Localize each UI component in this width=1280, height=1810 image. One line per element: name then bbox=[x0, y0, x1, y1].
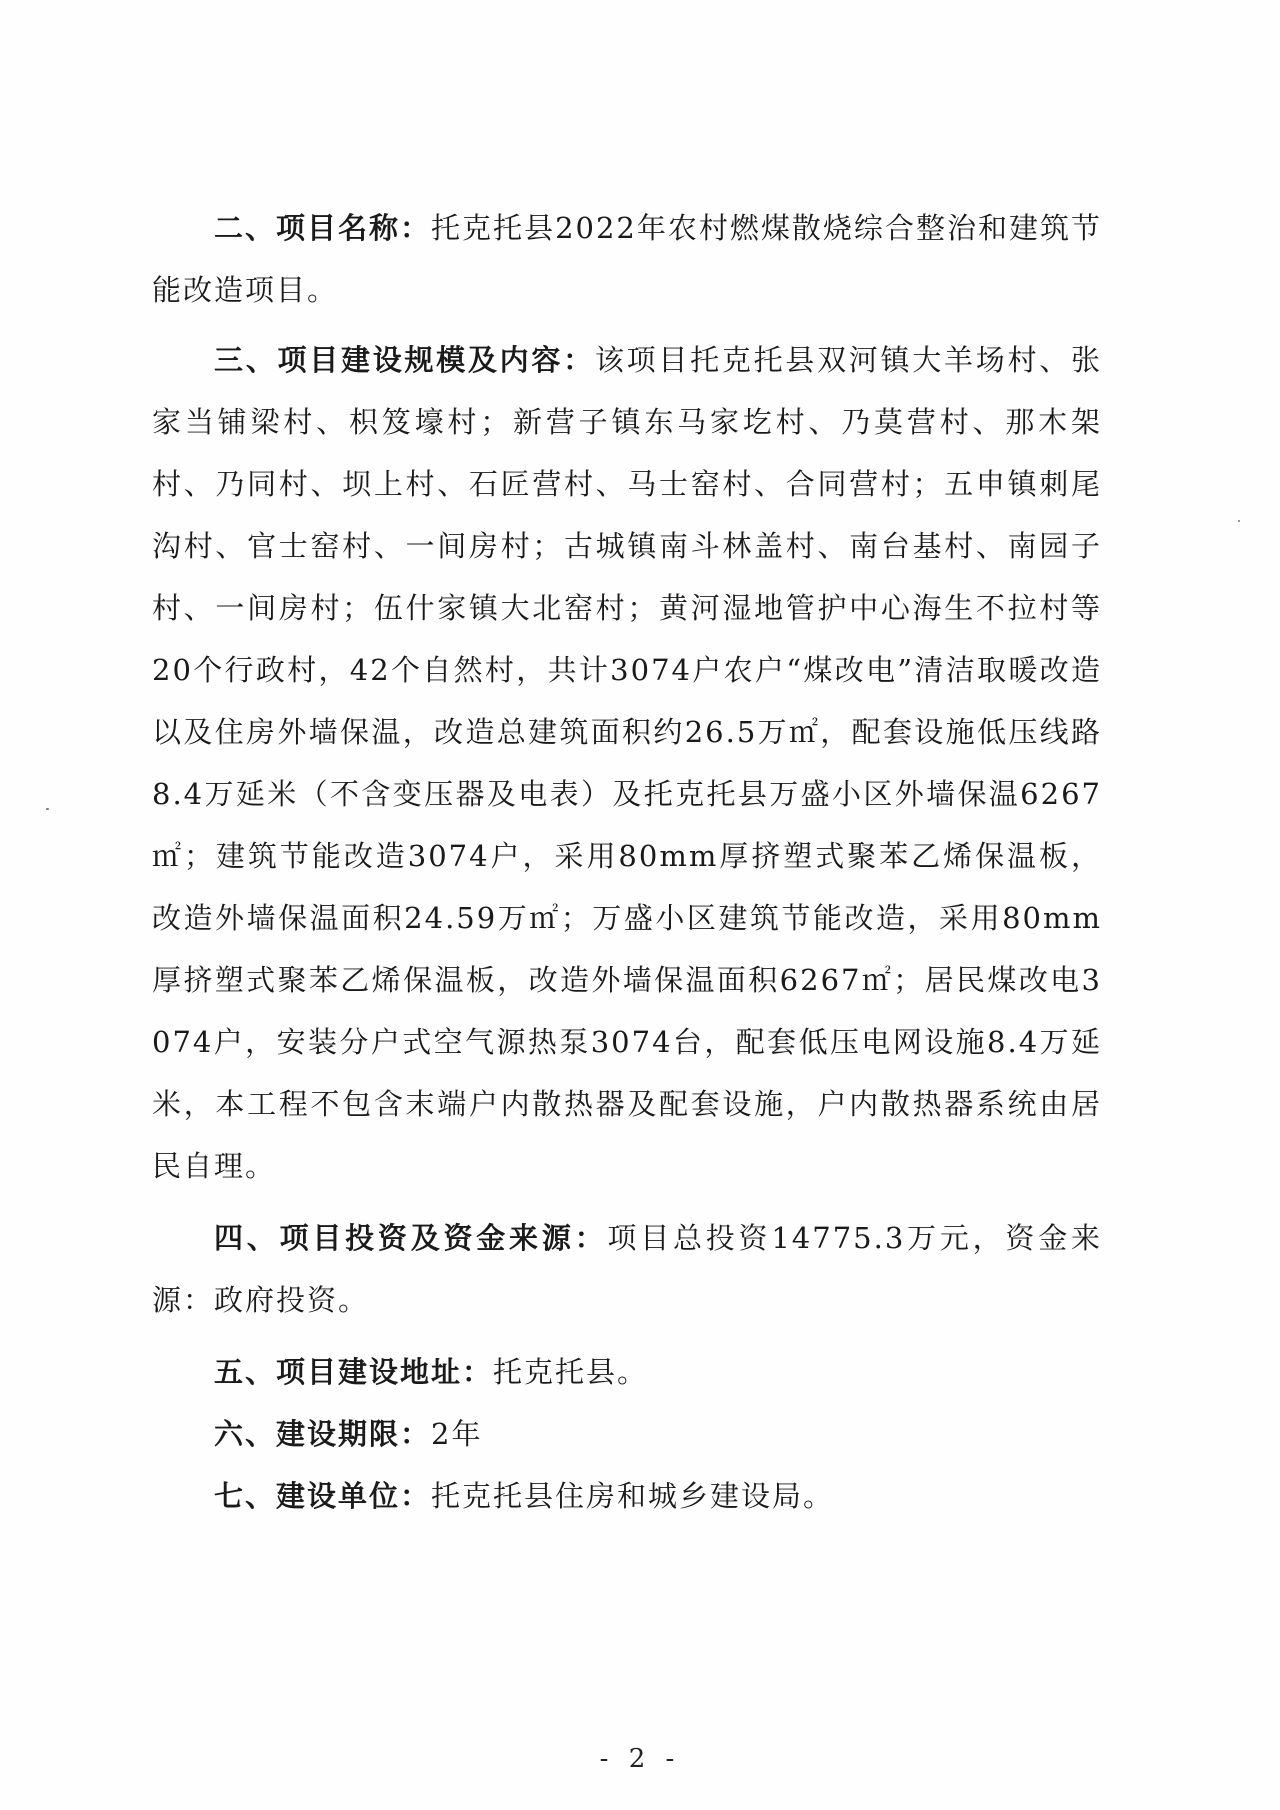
section-heading: 五、项目建设地址： bbox=[214, 1355, 494, 1389]
section-heading: 六、建设期限： bbox=[214, 1417, 432, 1451]
section-text: 托克托县住房和城乡建设局。 bbox=[431, 1479, 835, 1513]
section-text: 托克托县2022年农村燃煤散烧综合整治和建筑节能改造项目。 bbox=[152, 211, 1102, 307]
section-investment bbox=[152, 1207, 1102, 1331]
document-body bbox=[152, 197, 1102, 1527]
section-duration bbox=[152, 1403, 1102, 1465]
page-number: - 2 - bbox=[599, 1744, 681, 1774]
section-builder bbox=[152, 1465, 1102, 1527]
section-scale-content bbox=[152, 329, 1102, 1197]
section-project-name bbox=[152, 197, 1102, 321]
section-heading: 七、建设单位： bbox=[214, 1479, 432, 1513]
section-heading: 三、项目建设规模及内容： bbox=[214, 343, 595, 377]
section-address bbox=[152, 1341, 1102, 1403]
section-text: 2年 bbox=[431, 1417, 483, 1451]
section-text: 该项目托克托县双河镇大羊场村、张家当铺梁村、枳笈壕村；新营子镇东马家圪村、乃莫营村、那木架村、乃同村、坝上村、石匠营村、马士窑村、合同营村；五申镇刺尾沟村、官士窑村、一间房村；古城镇南斗林盖村、南台基村、南园子村、一间房村；伍什家镇大北窑村；黄河湿地管护中心海生不拉村等20个行政村，42个自然村，共计3074户农户“煤改电”清洁取暖改造以及住房外墙保温，改造总建筑面积约26.5万㎡，配套设施低压线路8.4万延米（不含变压器及电表）及托克托县万盛小区外墙保温6267㎡；建筑节能改造3074户，采用80mm厚挤塑式聚苯乙烯保温板，改造外墙保温面积24.59万㎡；万盛小区建筑节能改造，采用80mm厚挤塑式聚苯乙烯保温板，改造外墙保温面积6267㎡；居民煤改电3074户，安装分户式空气源热泵3074台，配套低压电网设施8.4万延米，本工程不包含末端户内散热器及配套设施，户内散热器系统由居民自理。 bbox=[152, 343, 1102, 1183]
section-heading: 二、项目名称： bbox=[214, 211, 432, 245]
section-heading: 四、项目投资及资金来源： bbox=[214, 1221, 608, 1255]
section-text: 项目总投资14775.3万元，资金来源：政府投资。 bbox=[152, 1221, 1102, 1317]
scan-speck bbox=[46, 808, 49, 810]
section-text: 托克托县。 bbox=[493, 1355, 649, 1389]
scan-speck bbox=[1238, 520, 1240, 522]
